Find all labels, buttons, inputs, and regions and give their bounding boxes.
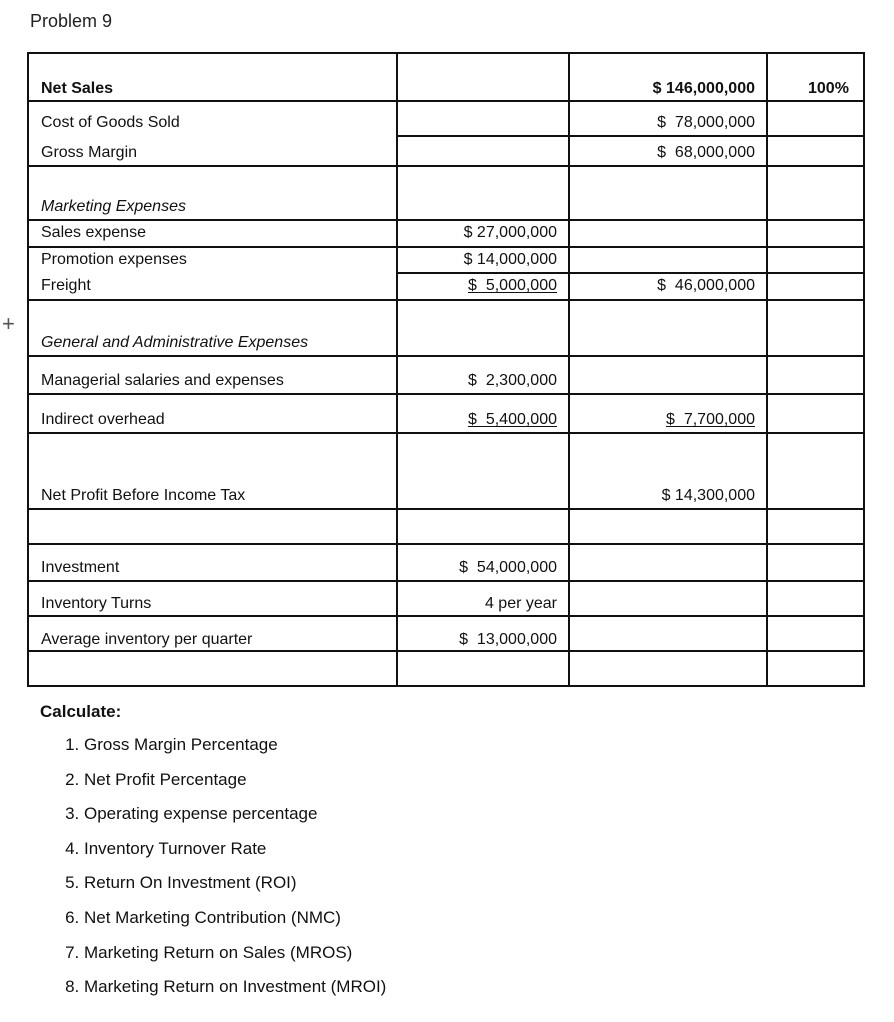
- page-title: Problem 9: [30, 11, 113, 31]
- freight-label: Freight: [41, 277, 91, 294]
- calculate-section: [40, 702, 386, 1011]
- list-item: 7. Marketing Return on Sales (MROS): [84, 942, 386, 977]
- row-divider: [29, 165, 863, 167]
- ga-expenses-heading: General and Administrative Expenses: [41, 334, 309, 351]
- list-item: 2. Net Profit Percentage: [84, 769, 386, 804]
- freight-amount: $ 5,000,000: [468, 277, 557, 294]
- row-divider: [29, 432, 863, 434]
- inventory-turns-label: Inventory Turns: [41, 595, 152, 612]
- inventory-turns-amount: 4 per year: [484, 595, 557, 612]
- investment-amount: $ 54,000,000: [459, 559, 557, 576]
- calculate-heading: Calculate:: [40, 702, 122, 721]
- row-divider: [396, 272, 863, 274]
- column-divider: [396, 54, 398, 685]
- row-divider: [29, 650, 863, 652]
- list-item: 3. Operating expense percentage: [84, 803, 386, 838]
- marketing-expenses-heading: Marketing Expenses: [41, 198, 186, 215]
- calculate-list: [40, 734, 386, 1011]
- list-item: 5. Return On Investment (ROI): [84, 872, 386, 907]
- list-item: 6. Net Marketing Contribution (NMC): [84, 907, 386, 942]
- cogs-total: $ 78,000,000: [657, 114, 755, 131]
- sales-expense-amount: $ 27,000,000: [463, 224, 557, 241]
- add-icon[interactable]: +: [2, 311, 15, 336]
- indirect-overhead-label: Indirect overhead: [41, 411, 165, 428]
- row-divider: [396, 135, 863, 137]
- list-item: 8. Marketing Return on Investment (MROI): [84, 976, 386, 1011]
- column-divider: [568, 54, 570, 685]
- list-item: 1. Gross Margin Percentage: [84, 734, 386, 769]
- row-divider: [29, 219, 863, 221]
- marketing-expenses-total: $ 46,000,000: [657, 277, 755, 294]
- sales-expense-label: Sales expense: [41, 224, 146, 241]
- row-divider: [29, 299, 863, 301]
- net-sales-total: $ 146,000,000: [652, 80, 755, 97]
- net-sales-percent: 100%: [808, 80, 849, 97]
- gross-margin-total: $ 68,000,000: [657, 144, 755, 161]
- avg-inventory-amount: $ 13,000,000: [459, 631, 557, 648]
- indirect-overhead-amount: $ 5,400,000: [468, 411, 557, 428]
- avg-inventory-label: Average inventory per quarter: [41, 631, 253, 648]
- row-divider: [29, 615, 863, 617]
- net-profit-label: Net Profit Before Income Tax: [41, 487, 246, 504]
- row-divider: [29, 543, 863, 545]
- promotion-expenses-label: Promotion expenses: [41, 251, 187, 268]
- ga-expenses-total: $ 7,700,000: [666, 411, 755, 428]
- row-divider: [29, 393, 863, 395]
- cogs-label: Cost of Goods Sold: [41, 114, 180, 131]
- net-sales-label: Net Sales: [41, 80, 114, 97]
- column-divider: [766, 54, 768, 685]
- row-divider: [29, 508, 863, 510]
- managerial-salaries-amount: $ 2,300,000: [468, 372, 557, 389]
- row-divider: [29, 580, 863, 582]
- financial-table: [27, 52, 865, 687]
- row-divider: [29, 355, 863, 357]
- managerial-salaries-label: Managerial salaries and expenses: [41, 372, 284, 389]
- gross-margin-label: Gross Margin: [41, 144, 138, 161]
- list-item: 4. Inventory Turnover Rate: [84, 838, 386, 873]
- promotion-expenses-amount: $ 14,000,000: [463, 251, 557, 268]
- investment-label: Investment: [41, 559, 120, 576]
- row-divider: [29, 100, 863, 102]
- net-profit-total: $ 14,300,000: [661, 487, 755, 504]
- row-divider: [29, 246, 863, 248]
